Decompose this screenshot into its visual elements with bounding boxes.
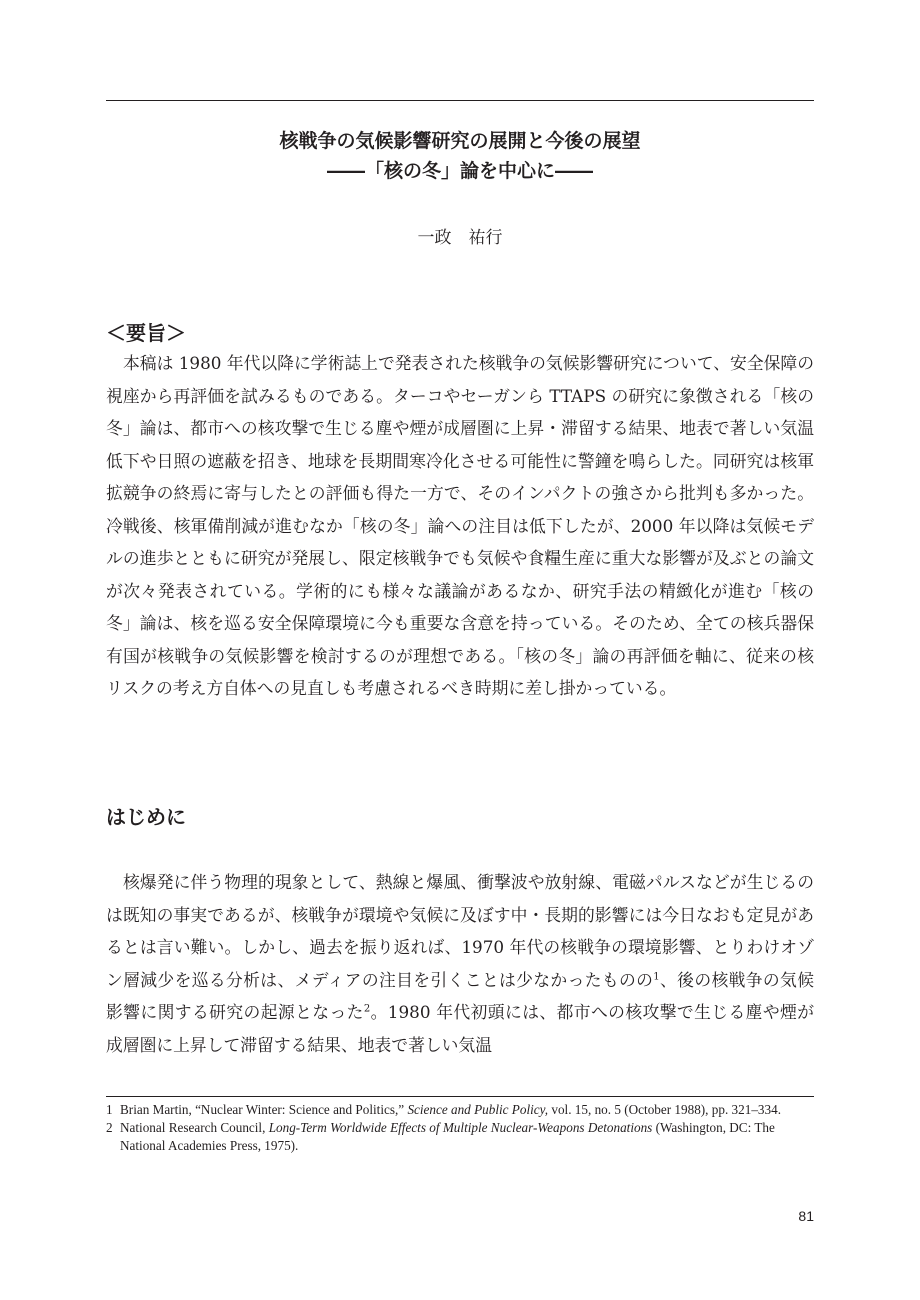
footnote-details: vol. 15, no. 5 (October 1988), pp. 321–334. [548, 1102, 782, 1117]
footnote-citation: Brian Martin, “Nuclear Winter: Science and Politics,” [120, 1102, 408, 1117]
intro-paragraph [106, 866, 814, 1061]
header-rule [106, 100, 814, 101]
footnote-book-title: Long-Term Worldwide Effects of Multiple Nuclear-Weapons Detonations [268, 1120, 653, 1135]
footnote-text [120, 1101, 814, 1119]
intro-text-3: 。1980 年代初頭には、都市への核攻撃で生じる塵や煙が成層圏に上昇して滞留する結果、地表で著しい気温 [106, 1002, 814, 1055]
article-title: 核戦争の気候影響研究の展開と今後の展望 [279, 130, 641, 152]
footnote-details: (Washington, DC: The National Academies Press, 1975). [120, 1120, 775, 1153]
footnote-ref-1[interactable]: 1 [653, 970, 660, 982]
abstract-body: 本稿は 1980 年代以降に学術誌上で発表された核戦争の気候影響研究について、安全保障の視座から再評価を試みるものである。ターコやセーガンら TTAPS の研究に象徴される「核の冬」論は、都市への核攻撃で生じる塵や煙が成層圏に上昇・滞留する結果、地表で著しい気温低下や日照の遮蔽を招き、地球を長期間寒冷化させる可能性に警鐘を鳴らした。同研究は核軍拡競争の終焉に寄与したとの評価も得た一方で、そのインパクトの強さから批判も多かった。冷戦後、核軍備削減が進むなか「核の冬」論への注目は低下したが、2000 年以降は気候モデルの進歩とともに研究が発展し、限定核戦争でも気候や食糧生産に重大な影響が及ぶとの論文が次々発表されている。学術的にも様々な議論があるなか、研究手法の精緻化が進む「核の冬」論は、核を巡る安全保障環境に今も重要な含意を持っている。そのため、全ての核兵器保有国が核戦争の気候影響を検討するのが理想である。「核の冬」論の再評価を軸に、従来の核リスクの考え方自体への見直しも考慮されるべき時期に差し掛かっている。 [106, 353, 814, 698]
footnote-journal: Science and Public Policy, [407, 1102, 549, 1117]
abstract-heading: ＜要旨＞ [106, 321, 186, 345]
footnotes [106, 1101, 814, 1155]
footnote-number: 1 [106, 1102, 113, 1117]
footnote-number: 2 [106, 1120, 113, 1135]
intro-text-2: 、後の核戦争の気候影響に関する研究の起源となった [106, 969, 814, 1022]
intro-heading: はじめに [106, 805, 186, 829]
page-number: 81 [798, 1208, 814, 1224]
footnote-text [120, 1119, 814, 1155]
article-subtitle: ――「核の冬」論を中心に―― [326, 160, 593, 182]
footnote-rule [106, 1096, 814, 1097]
footnote-citation: National Research Council, [120, 1120, 269, 1135]
footnote-ref-2[interactable]: 2 [363, 1003, 371, 1015]
footnote-2 [106, 1119, 814, 1155]
footnote-1 [106, 1101, 814, 1119]
intro-text-1: 核爆発に伴う物理的現象として、熱線と爆風、衝撃波や放射線、電磁パルスなどが生じるのは既知の事実であるが、核戦争が環境や気候に及ぼす中・長期的影響には今日なおも定見があるとは言い難い。しかし、過去を振り返れば、1970 年代の核戦争の環境影響、とりわけオゾン層減少を巡る分析は、メディアの注目を引くことは少なかったものの [106, 872, 814, 990]
author-name: 一政 祐行 [417, 228, 503, 248]
